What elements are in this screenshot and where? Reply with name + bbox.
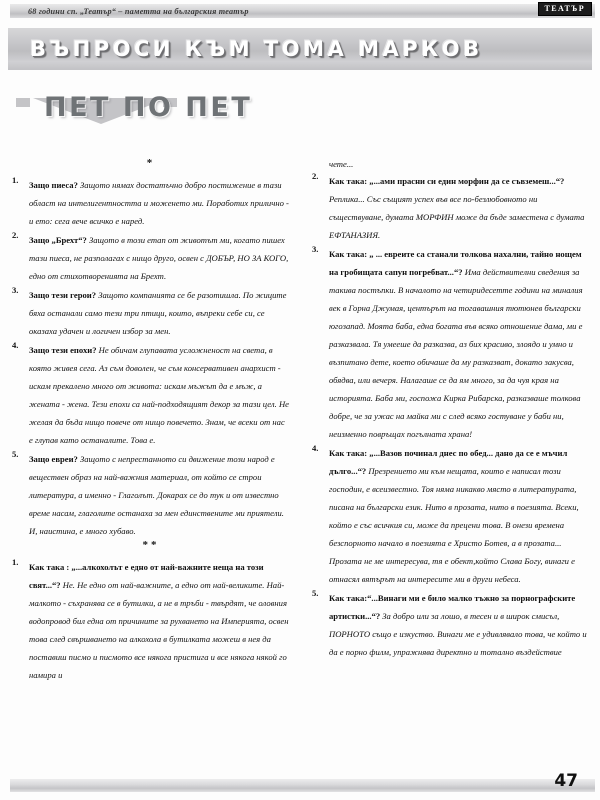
qa-question: Как така:“...Винаги ми е било малко тъжно за порнографските артистки...“? bbox=[329, 593, 576, 622]
qa-answer: Не. Не едно от най-важните, а едно от най-великите. Най-малкото - съхранява се в бутилки, а не в тръби - твърдят, че оловния водопровод бил една от причините за рухването на Империята, освен това след свършването на алкохола в бутилката можеш в нея да поставиш писмо и писмото все някога пристига и все някога някой го намира и bbox=[29, 580, 289, 680]
qa-list-part-one bbox=[12, 175, 290, 539]
qa-answer: Презрението ми към нещата, които е написал този господин, е всеизвестно. Тоя няма никакво място в литературата, писана на български език. Нито в прозата, нито в поезията. Всеки, който е със всичкия си, може да прецени това. В онези времена безспорното начало в поезията е Христо Ботев, а в прозата... Прозата не ме интересува, тя е обект,който Слава Богу, винаги е отнасял вятърът на интересите ми в други небеса. bbox=[329, 466, 579, 585]
qa-question: Защо тези герои? bbox=[29, 290, 97, 300]
running-head-text: 68 години сп. „Театър“ – паметта на българския театър bbox=[28, 6, 249, 16]
qa-answer: За добро или за лошо, в тесен и в широк смисъл, ПОРНОТО също е изкуство. Винаги ме е удивлявало това, че който и да е порно филм, упражнява директно и тотално въздействие bbox=[329, 611, 587, 658]
qa-answer: Реплика... Със същият успех във все по-безлюбовното ни съществуване, думата МОРФИН може да бъде заместена с думата ЕФТАНАЗИЯ. bbox=[329, 194, 585, 241]
qa-question: Защо „Брехт“? bbox=[29, 235, 87, 245]
qa-question: Защо тези епохи? bbox=[29, 345, 97, 355]
footer-bar bbox=[10, 779, 595, 792]
column-left bbox=[12, 158, 294, 752]
page-footer bbox=[0, 760, 600, 800]
separator-asterisk-2: ** bbox=[142, 539, 160, 551]
qa-answer: Защото нямах достатъчно добро постижение в тази област на интелигентността и можeнето ми. Поработих прилично - и ето: сега вече всичко е наред. bbox=[29, 180, 289, 226]
qa-question: Как така : „...алкохолът е едно от най-важните неща на този свят...“? bbox=[29, 562, 264, 590]
qa-answer: Не обичам глупавата усложненост на света, в която живея сега. Аз съм доволен, че съм консервативен анархист - искам прекалено много от живота: искам мъжът да е мъж, а жената - жена. Тези епохи са най-подходящият декор за тази цел. Не желая да бъда нищо повече от нищо повечето. Знам, че всеки от нас е глупав като останалите. Това е. bbox=[29, 345, 289, 445]
section-banner-plate bbox=[8, 28, 592, 70]
qa-answer: Защото в този етап от животът ми, когато пишех тази пиеса, не разполагах с нищо друго, освен с ДОБЪР, НО ЗА КОГО, едно от стихотворенията на Брехт. bbox=[29, 235, 289, 281]
list-item bbox=[12, 285, 290, 339]
qa-question: Как така: „ ... евреите са станали толкова нахални, тайно нощем на гробищата сапун погребват...“? bbox=[329, 249, 582, 278]
continuation-fragment: чете... bbox=[329, 159, 354, 169]
qa-question: Защо евреи? bbox=[29, 454, 78, 464]
qa-list-part-two bbox=[12, 557, 290, 683]
list-item bbox=[312, 171, 590, 243]
section-banner bbox=[8, 28, 592, 70]
running-head bbox=[0, 0, 600, 22]
list-item bbox=[312, 443, 590, 587]
qa-question: Защо пиеса? bbox=[29, 180, 78, 190]
banner-shoulder-left bbox=[16, 98, 30, 107]
qa-list-continued bbox=[312, 171, 590, 660]
list-item bbox=[12, 340, 290, 448]
page-number: 47 bbox=[554, 771, 578, 791]
qa-question: Как така: „...Вазов починал днес по обед... дано да се е мъчил дълго...“? bbox=[329, 448, 568, 477]
list-item bbox=[12, 557, 290, 683]
section-banner-title: ВЪПРОСИ КЪМ ТОМА МАРКОВ bbox=[30, 37, 483, 61]
magazine-logo: ТЕАТЪР bbox=[538, 2, 593, 16]
qa-answer: Защото с непрестанното си движение този народ е веществен образ на най-важния материал, от който се строи литература, а именно - Глаголът. Докарах се до тук и от известно време насам, глаголите останаха за мен единствените ми приятели. И, наистина, е много хубаво. bbox=[29, 454, 284, 536]
qa-answer: Защото компанията се бе разотишла. По жиците бяха останали само тези три птици, които, въпреки себе си, се оказаха удачен и логичен избор за мен. bbox=[29, 290, 287, 336]
list-item bbox=[312, 588, 590, 660]
list-item bbox=[12, 230, 290, 284]
qa-answer: Има действителни сведения за такива постъпки. В началото на четиридесетте години на миналия век в Горна Джумая, центърът на тогавашния тютюнев български югозапад. Моята баба, една богата във всяко отношение дама, ми е разказвала. Тя умееше да разказва, аз бих красиво, злоядо и умно и възпитано дете, което обичаше да му разказват, докато закусва, обядва, или вечеря. Налагаше се да ям много, за да чуя края на историята. Баба ми, госпожа Кирка Рибарска, разказваше толкова добре, че за ужас на майка ми с след всяко гостуване у баби ни, неизменно повръщах погълната храна! bbox=[329, 267, 583, 440]
page-title: ПЕТ ПО ПЕТ bbox=[44, 92, 253, 123]
article-columns bbox=[12, 158, 590, 752]
column-right bbox=[308, 158, 590, 752]
list-item bbox=[12, 175, 290, 229]
qa-question: Как така: „...ами прасни си един морфин да се съвземеш...“? bbox=[329, 176, 565, 187]
list-item bbox=[312, 244, 590, 442]
list-item bbox=[12, 449, 290, 539]
separator-asterisk-1: * bbox=[146, 157, 156, 169]
